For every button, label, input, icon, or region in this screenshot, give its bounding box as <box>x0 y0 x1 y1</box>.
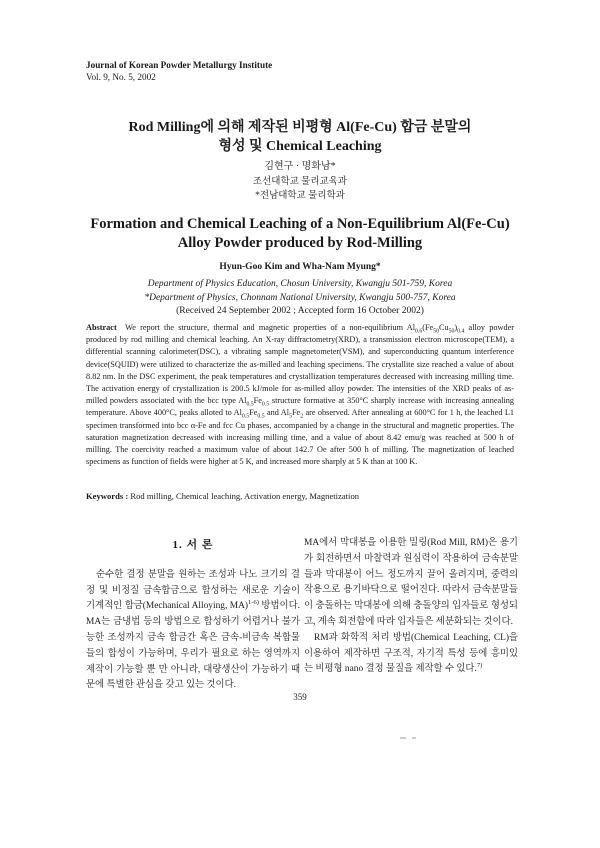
received-dates: (Received 24 September 2002 ; Accepted form 16 October 2002) <box>176 306 424 316</box>
body-column-right <box>304 536 518 678</box>
journal-volume: Vol. 9, No. 5, 2002 <box>86 71 156 82</box>
english-title-line1: Formation and Chemical Leaching of a Non-Equilibrium Al(Fe-Cu) <box>90 216 510 232</box>
citation: 1-6) <box>247 599 259 607</box>
body-paragraph <box>86 568 300 694</box>
abstract-label: Abstract <box>86 323 117 332</box>
english-title-line2: Alloy Powder produced by Rod-Milling <box>177 235 423 251</box>
korean-title-line1: Rod Milling에 의해 제작된 비평형 Al(Fe-Cu) 합금 분말의 <box>128 120 472 135</box>
subscript: 0.6 <box>415 328 423 335</box>
journal-header <box>86 60 272 83</box>
english-affiliation-1: Department of Physics Education, Chosun University, Kwangju 501-759, Korea <box>147 279 453 289</box>
korean-affiliation-1: 조선대학교 물리교육과 <box>252 177 348 187</box>
abstract-text: Fe <box>291 408 301 418</box>
korean-title <box>60 118 540 156</box>
subscript: 5 <box>289 414 292 421</box>
english-affiliations <box>0 278 600 319</box>
korean-affiliations <box>0 175 600 203</box>
subscript: 0.5 <box>261 401 270 408</box>
abstract-text: are observed. After annealing at 600°C for 1 h, the leached L1 specimen transformed into bcc α-Fe and fcc Cu phases, accompanied by a change in the structural and magnetic properties. The saturation magnetization decreased with increasing milling time, and a value of about 8.42 emu/g was reached at 500 h of milling. The coercivity reached a maximum value of about 142.7 Oe after 500 h of milling. The magnetization of leached specimens as function of fields were higher at 5 K, and increased more sharply at 5 K than at 100 K. <box>86 408 514 467</box>
abstract-text: and Al <box>264 408 290 418</box>
subscript: 2 <box>300 414 304 421</box>
keywords-text: Rod milling, Chemical leaching, Activation energy, Magnetization <box>128 491 360 501</box>
body-text: RM과 화학적 처리 방법(Chemical Leaching, CL)을 이용하여 제작하면 구조적, 자기적 특성 등에 흥미있는 비평형 nano 결정 물질을 제작할 수 있다. <box>304 632 518 675</box>
abstract-text: Cu <box>438 323 449 332</box>
abstract-text: ) <box>454 323 458 332</box>
body-text: 순수한 결정 분말을 원하는 조성과 나노 크기의 결정 및 비정질 금속합금으로 합성하는 새로운 기술이 기계적인 합금(Mechanical Alloying, MA) <box>86 569 300 612</box>
korean-title-line2: 형성 및 Chemical Leaching <box>218 139 382 154</box>
body-paragraph <box>304 631 518 678</box>
subscript: 0.4 <box>457 328 465 335</box>
journal-name: Journal of Korean Powder Metallurgy Institute <box>86 60 273 70</box>
body-paragraph: MA에서 막대봉을 이용한 밀링(Rod Mill, RM)은 용기가 회전하면서 마찰력과 원심력이 작용하여 금속분말들과 막대봉이 어느 정도까지 끌어 올려지며, 중력의 작용으로 용기바닥으로 떨어진다. 따라서 금속분말들이 충돌하는 막대봉에 의해 충돌양의 입자들로 형성되고, 계속 회전함에 따라 입자들은 세분화되는 것이다. <box>304 538 518 627</box>
subscript: 50 <box>448 328 455 335</box>
english-authors: Hyun-Goo Kim and Wha-Nam Myung* <box>219 262 381 272</box>
abstract-text: alloy powder produced by rod milling and chemical leaching. An X-ray diffractometry(XRD), a transmission electron microscope(TEM), a differential scanning calorimeter(DSC), a vibrating sample magnetometer(VSM), and superconducting quantum interference device(SQUID) were utilized to characterize the as-milled and leaching specimens. The crystallite size reached a value of about 8.82 nm. In the DSC experiment, the peak temperatures and crystallization temperatures decreased with increasing milling time. The activation energy of crystallization is 200.5 kJ/mole for as-milled alloy powder. The intensities of the XRD peaks of as-milled powders associated with the bcc type Al <box>86 323 514 406</box>
body-column-left <box>86 538 300 694</box>
english-title <box>40 215 560 253</box>
citation: 7) <box>476 662 483 670</box>
keywords-label: Keywords : <box>86 491 129 501</box>
abstract-text: We report the structure, thermal and magnetic properties of a non-equilibrium Al <box>125 323 415 332</box>
abstract-text: Fe <box>253 396 262 406</box>
korean-authors: 김현구 · 명화남* <box>264 161 336 172</box>
section-heading: 1. 서 론 <box>172 539 214 551</box>
subscript: 0.5 <box>257 414 265 421</box>
subscript: 50 <box>433 328 439 335</box>
scan-mark <box>398 735 428 741</box>
keywords <box>86 491 516 501</box>
page-number: 359 <box>293 692 307 702</box>
subscript: 0.5 <box>241 414 250 421</box>
subscript: 0.5 <box>246 401 254 408</box>
abstract-text: Fe <box>249 408 258 418</box>
abstract-text: (Fe <box>422 323 434 332</box>
body-text: 방법이다. MA는 금냉법 등의 방법으로 합성하기 어렵거나 불가능한 조성까지 금속 합금간 혹은 금속-비금속 복합물들의 합성이 가능하며, 우리가 필요로 하는 영역까지 제작이 가능할 뿐 만 아니라, 대량생산이 가능하기 때문에 특별한 관심을 갖고 있는 것이다. <box>86 601 300 691</box>
abstract-text: structure formative at 350°C sharply increase with increasing annealing temperature. Above 400°C, peaks alloted to Al <box>86 396 514 418</box>
korean-affiliation-2: *전남대학교 물리학과 <box>255 191 345 201</box>
abstract <box>86 322 514 468</box>
english-affiliation-2: *Department of Physics, Chonnam National University, Kwangju 500-757, Korea <box>144 292 456 303</box>
